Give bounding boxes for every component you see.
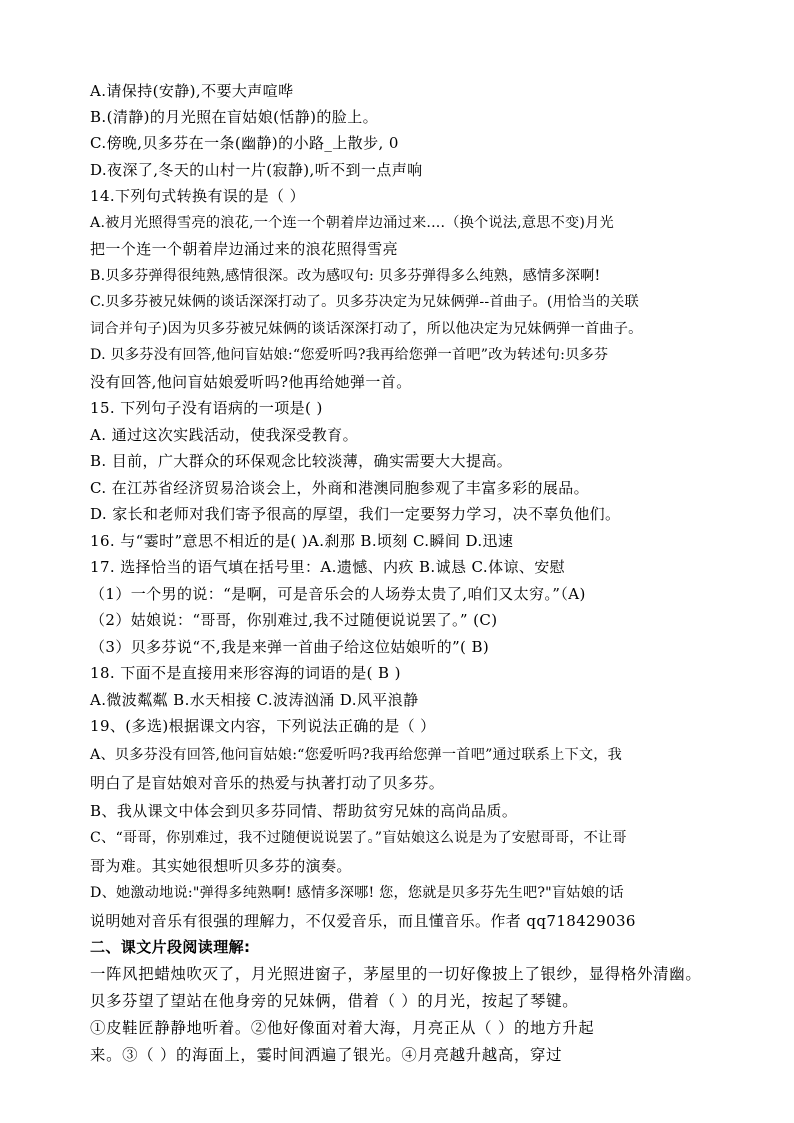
text-line: （3）贝多芬说“不,我是来弹一首曲子给这位姑娘听的”( B): [90, 638, 490, 656]
text-line: 把一个连一个朝着岸边涌过来的浪花照得雪亮: [90, 240, 399, 258]
text-line: C.贝多芬被兄妹俩的谈话深深打动了。贝多芬决定为兄妹俩弹--首曲子。(用恰当的关联: [90, 294, 639, 310]
text-line: C.傍晚,贝多芬在一条(幽静)的小路_上散步, 0: [90, 134, 399, 152]
text-line: 明白了是盲姑娘对音乐的热爱与执著打动了贝多芬。: [90, 774, 445, 792]
question-14: 14.下列句式转换有误的是（ ）: [90, 187, 306, 205]
question-18: 18. 下面不是直接用来形容海的词语的是( B ): [90, 664, 401, 682]
text-line: D. 家长和老师对我们寄予很高的厚望，我们一定要努力学习，决不辜负他们。: [90, 505, 621, 523]
question-15: 15. 下列句子没有语病的一项是( ): [90, 399, 323, 417]
text-line: ①皮鞋匠静静地听着。②他好像面对着大海，月亮正从（ ）的地方升起: [90, 1019, 595, 1037]
question-17: 17. 选择恰当的语气填在括号里：A.遗憾、内疚 B.诚恳 C.体谅、安慰: [90, 558, 566, 576]
text-line: C. 在江苏省经济贸易洽谈会上，外商和港澳同胞参观了丰富多彩的展品。: [90, 479, 590, 497]
text-line: 一阵风把蜡烛吹灭了，月光照进窗子，茅屋里的一切好像披上了银纱，显得格外清幽。: [90, 965, 702, 983]
text-line: D. 贝多芬没有回答,他问盲姑娘:“您爱听吗?我再给您弹一首吧”改为转述句:贝多芬: [90, 347, 609, 363]
text-line: B、我从课文中体会到贝多芬同情、帮助贫穷兄妹的高尚品质。: [90, 802, 518, 820]
text-line: 没有回答,他问盲姑娘爱听吗?他再给她弹一首。: [90, 373, 412, 391]
text-line: A.被月光照得雪亮的浪花,一个连一个朝着岸边涌过来....（换个说法,意思不变)月光: [90, 215, 614, 231]
text-line: A.请保持(安静),不要大声喧哗: [90, 82, 294, 100]
text-line: B.贝多芬弹得很纯熟,感情很深。改为感叹句: 贝多芬弹得多么纯熟，感情多深啊!: [90, 268, 601, 284]
text-line: 词合并句子)因为贝多芬被兄妹俩的谈话深深打动了，所以他决定为兄妹俩弹一首曲子。: [90, 321, 643, 337]
text-line: 贝多芬望了望站在他身旁的兄妹俩，借着（ ）的月光，按起了琴键。: [90, 992, 579, 1010]
text-line: D.夜深了,冬天的山村一片(寂静),听不到一点声响: [90, 161, 423, 179]
text-line: 哥为难。其实她很想听贝多芬的演奏。: [90, 857, 352, 875]
question-19: 19、(多选)根据课文内容，下列说法正确的是（ ）: [90, 717, 436, 735]
text-line: A、贝多芬没有回答,他问盲姑娘:“您爱听吗?我再给您弹一首吧”通过联系上下文，我: [90, 747, 623, 763]
text-line: （1）一个男的说：“是啊，可是音乐会的人场券太贵了,咱们又太穷。”（A): [90, 585, 586, 603]
text-line: （2）姑娘说：“哥哥，你别难过,我不过随便说说罢了。” (C): [90, 611, 498, 629]
section-heading: 二、课文片段阅读理解:: [90, 938, 251, 956]
text-line: B. 目前，广大群众的环保观念比较淡薄，确实需要大大提高。: [90, 452, 513, 470]
text-line: A. 通过这次实践活动，使我深受教育。: [90, 426, 358, 444]
text-line: B.(清静)的月光照在盲姑娘(恬静)的脸上。: [90, 108, 379, 126]
question-16: 16. 与“霎时”意思不相近的是( )A.刹那 B.顷刻 C.瞬间 D.迅速: [90, 532, 514, 550]
text-line: D、她激动地说:"弹得多纯熟啊! 感情多深哪! 您，您就是贝多芬先生吧?"盲姑娘的话: [90, 885, 624, 901]
text-line: C、“哥哥，你别难过，我不过随便说说罢了。”盲姑娘这么说是为了安慰哥哥，不让哥: [90, 830, 627, 846]
text-line: 说明她对音乐有很强的理解力，不仅爱音乐，而且懂音乐。作者 qq718429036: [90, 912, 636, 930]
text-line: 来。③（ ）的海面上，霎时间洒遍了银光。④月亮越升越高，穿过: [90, 1046, 563, 1064]
text-line: A.微波粼粼 B.水天相接 C.波涛汹涌 D.风平浪静: [90, 691, 419, 709]
